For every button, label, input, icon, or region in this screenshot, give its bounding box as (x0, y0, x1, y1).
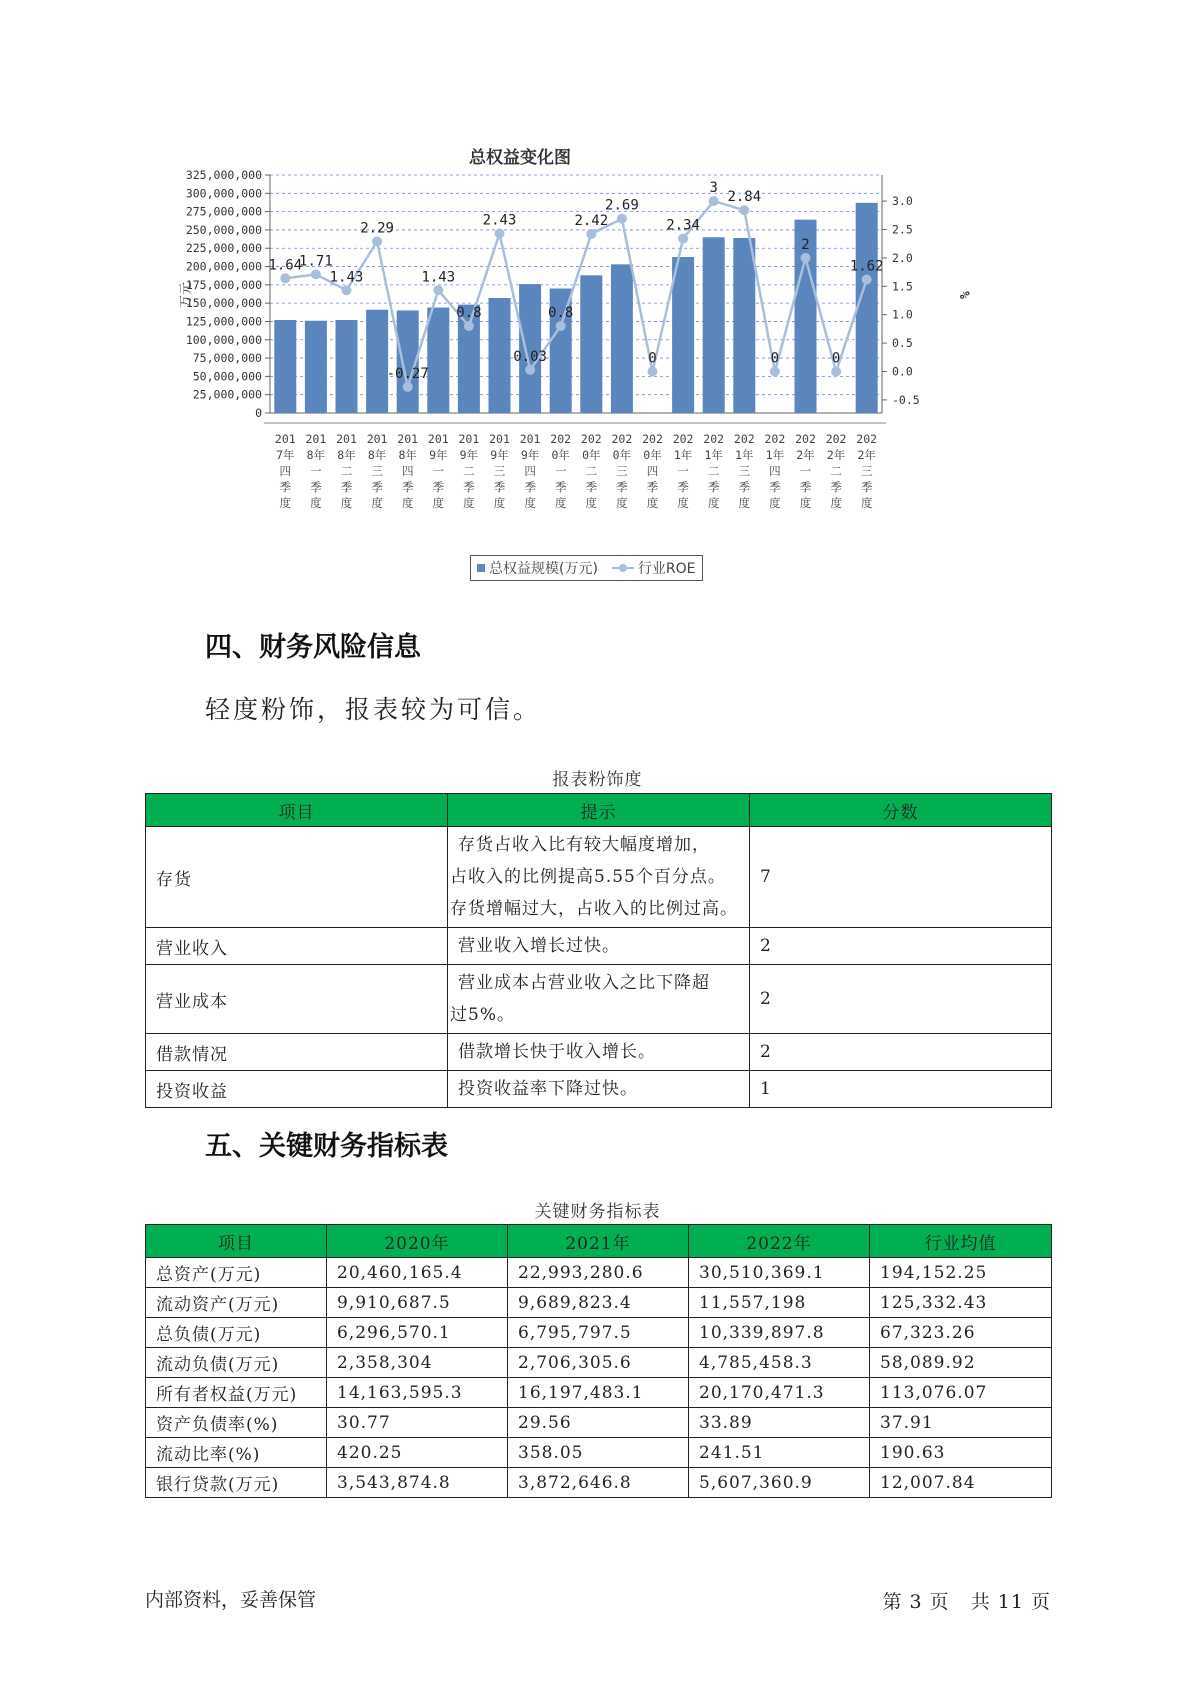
roe-data-label: 2.84 (727, 189, 762, 206)
risk-score: 1 (750, 1071, 1052, 1108)
table-row (146, 1408, 1052, 1438)
y-tick-label: 100,000,000 (185, 332, 262, 347)
risk-hint (448, 965, 750, 1034)
y-tick-label: 275,000,000 (185, 204, 262, 219)
x-tick-label: 2年 (826, 448, 846, 462)
y-tick-label: 150,000,000 (185, 296, 262, 311)
section4-title: 四、财务风险信息 (205, 632, 421, 663)
kpi-2021: 29.56 (508, 1408, 689, 1438)
risk-table-caption: 报表粉饰度 (552, 770, 643, 790)
risk-header-hint: 提示 (448, 794, 750, 827)
x-tick-label: 201 (458, 432, 480, 446)
y-tick-label: 0 (255, 406, 262, 420)
roe-data-label: 2.29 (360, 220, 394, 237)
x-tick-label: 8年 (398, 448, 417, 462)
chart-plot (170, 135, 1030, 555)
chart-bar (611, 264, 633, 413)
kpi-2021: 6,795,797.5 (508, 1318, 689, 1348)
x-tick-label: 一 (799, 464, 812, 478)
x-tick-label: 9年 (520, 448, 540, 462)
x-tick-label: 度 (340, 496, 353, 510)
chart-bar (856, 203, 878, 413)
kpi-2020: 3,543,874.8 (327, 1468, 508, 1498)
roe-point (831, 367, 841, 377)
chart-bar (580, 275, 602, 413)
x-tick-label: 季 (585, 480, 598, 494)
table-row (146, 1071, 1052, 1108)
kpi-industry: 12,007.84 (870, 1468, 1052, 1498)
y2-tick-label: 2.0 (892, 250, 913, 265)
chart-bar (427, 308, 449, 413)
roe-point (739, 205, 749, 215)
y-tick-label: 325,000,000 (185, 168, 262, 182)
x-tick-label: 季 (738, 480, 751, 494)
table-row (146, 928, 1052, 965)
chart-legend (470, 555, 703, 581)
roe-point (556, 321, 566, 331)
x-tick-label: 202 (703, 432, 725, 446)
kpi-item: 流动负债(万元) (146, 1348, 327, 1378)
roe-data-label: 2.34 (666, 217, 700, 234)
x-tick-label: 度 (310, 496, 322, 510)
x-tick-label: 0年 (612, 448, 632, 462)
kpi-2021: 9,689,823.4 (508, 1288, 689, 1318)
x-tick-label: 四 (279, 464, 292, 478)
x-tick-label: 1年 (704, 448, 723, 462)
risk-score: 2 (750, 928, 1052, 965)
x-tick-label: 度 (585, 496, 598, 510)
risk-hint-line: 营业成本占营业收入之比下降超 (458, 973, 710, 993)
kpi-2020: 420.25 (327, 1438, 508, 1468)
kpi-industry: 125,332.43 (870, 1288, 1052, 1318)
chart-bar (305, 321, 327, 413)
kpi-industry: 113,076.07 (870, 1378, 1052, 1408)
x-tick-label: 季 (524, 480, 536, 494)
roe-data-label: 0 (831, 350, 841, 367)
kpi-industry: 67,323.26 (870, 1318, 1052, 1348)
x-tick-label: 202 (795, 432, 816, 446)
chart-bar (672, 257, 694, 413)
table-row (146, 1258, 1052, 1288)
x-tick-label: 三 (493, 464, 506, 478)
x-tick-label: 202 (672, 432, 694, 446)
x-tick-label: 7年 (276, 448, 295, 462)
x-tick-label: 度 (401, 496, 414, 510)
roe-point (495, 228, 505, 238)
risk-item: 借款情况 (146, 1034, 448, 1071)
x-tick-label: 9年 (459, 448, 479, 462)
risk-header-score: 分数 (750, 794, 1052, 827)
table-row (146, 1318, 1052, 1348)
roe-data-label: 1.43 (329, 269, 364, 286)
kpi-header-industry: 行业均值 (870, 1225, 1052, 1258)
kpi-2020: 2,358,304 (327, 1348, 508, 1378)
roe-data-label: 1.64 (268, 257, 303, 274)
x-tick-label: 季 (554, 480, 567, 494)
roe-data-label: 1.71 (299, 253, 333, 270)
roe-data-label: 2.69 (605, 197, 639, 214)
x-tick-label: 8年 (306, 448, 326, 462)
x-tick-label: 四 (646, 464, 659, 478)
legend-line-swatch (612, 563, 634, 573)
x-tick-label: 1年 (765, 448, 785, 462)
x-tick-label: 度 (616, 496, 628, 510)
x-tick-label: 201 (305, 432, 327, 446)
kpi-table-header (146, 1225, 1052, 1258)
roe-data-label: 2.43 (482, 212, 517, 229)
roe-point (770, 367, 780, 377)
x-tick-label: 2年 (796, 448, 815, 462)
y-tick-label: 175,000,000 (185, 277, 262, 292)
roe-data-label: 0.8 (456, 305, 482, 322)
roe-point (678, 234, 688, 244)
legend-bar-swatch (477, 564, 485, 572)
kpi-2020: 30.77 (327, 1408, 508, 1438)
roe-data-label: 0 (770, 350, 780, 367)
kpi-2022: 33.89 (689, 1408, 870, 1438)
kpi-2022: 20,170,471.3 (689, 1378, 870, 1408)
x-tick-label: 季 (463, 480, 475, 494)
risk-item: 存货 (146, 827, 448, 928)
kpi-industry: 37.91 (870, 1408, 1052, 1438)
kpi-2022: 241.51 (689, 1438, 870, 1468)
table-row (146, 1034, 1052, 1071)
x-tick-label: 202 (825, 432, 847, 446)
risk-score: 2 (750, 965, 1052, 1034)
risk-hint-line: 存货增幅过大，占收入的比例过高。 (450, 899, 738, 919)
y-tick-label: 300,000,000 (185, 186, 262, 201)
chart-bar (703, 237, 725, 413)
roe-data-label: 1.43 (421, 269, 456, 286)
x-tick-label: 201 (366, 432, 388, 446)
kpi-industry: 190.63 (870, 1438, 1052, 1468)
risk-hint (448, 827, 750, 928)
chart-title: 总权益变化图 (469, 148, 571, 168)
roe-data-label: -0.27 (386, 365, 429, 382)
x-tick-label: 季 (432, 480, 445, 494)
x-tick-label: 201 (489, 432, 510, 446)
x-tick-label: 度 (371, 496, 383, 510)
x-tick-label: 四 (769, 464, 781, 478)
x-tick-label: 四 (401, 464, 414, 478)
x-tick-label: 一 (432, 464, 445, 478)
x-tick-label: 8年 (367, 448, 387, 462)
x-tick-label: 四 (524, 464, 536, 478)
x-tick-label: 201 (519, 432, 541, 446)
kpi-header-2021: 2021年 (508, 1225, 689, 1258)
roe-point (433, 285, 443, 295)
x-tick-label: 202 (611, 432, 633, 446)
x-tick-label: 三 (616, 464, 628, 478)
x-tick-label: 季 (830, 480, 842, 494)
kpi-table-caption: 关键财务指标表 (534, 1202, 661, 1222)
legend-line (612, 558, 696, 578)
x-tick-label: 度 (493, 496, 506, 510)
roe-point (617, 214, 627, 224)
kpi-item: 流动比率(%) (146, 1438, 327, 1468)
risk-item: 营业成本 (146, 965, 448, 1034)
kpi-2022: 5,607,360.9 (689, 1468, 870, 1498)
kpi-industry: 194,152.25 (870, 1258, 1052, 1288)
x-tick-label: 度 (646, 496, 659, 510)
x-tick-label: 季 (371, 480, 383, 494)
risk-table (145, 793, 1052, 1108)
kpi-item: 总负债(万元) (146, 1318, 327, 1348)
chart-bar (489, 298, 511, 413)
x-tick-label: 202 (642, 432, 663, 446)
equity-chart (170, 135, 1030, 595)
footer-page-number: 第 3 页 共 11 页 (882, 1591, 1051, 1613)
roe-point (586, 229, 596, 239)
risk-hint-line: 存货占收入比有较大幅度增加， (458, 835, 710, 855)
y-tick-label: 200,000,000 (185, 259, 262, 274)
y2-tick-label: -0.5 (892, 392, 920, 407)
risk-hint-line: 营业收入增长过快。 (458, 936, 620, 956)
kpi-header-2022: 2022年 (689, 1225, 870, 1258)
x-tick-label: 二 (707, 464, 720, 478)
kpi-table (145, 1224, 1052, 1498)
kpi-item: 银行贷款(万元) (146, 1468, 327, 1498)
y2-axis-label: % (956, 291, 971, 299)
x-tick-label: 二 (340, 464, 353, 478)
chart-bar (336, 320, 358, 413)
x-tick-label: 201 (427, 432, 449, 446)
x-tick-label: 一 (310, 464, 322, 478)
x-tick-label: 季 (799, 480, 812, 494)
x-tick-label: 二 (463, 464, 475, 478)
risk-score: 2 (750, 1034, 1052, 1071)
risk-hint (448, 1034, 750, 1071)
kpi-item: 资产负债率(%) (146, 1408, 327, 1438)
x-tick-label: 0年 (643, 448, 662, 462)
x-tick-label: 201 (397, 432, 419, 446)
x-tick-label: 1年 (735, 448, 754, 462)
table-row (146, 1438, 1052, 1468)
x-tick-label: 季 (616, 480, 628, 494)
chart-bar (366, 310, 388, 413)
kpi-2021: 3,872,646.8 (508, 1468, 689, 1498)
x-tick-label: 202 (856, 432, 878, 446)
x-tick-label: 202 (764, 432, 786, 446)
chart-bar (733, 238, 755, 413)
y2-tick-label: 2.5 (892, 222, 913, 237)
kpi-2020: 14,163,595.3 (327, 1378, 508, 1408)
roe-data-label: 0.03 (513, 348, 547, 365)
y-tick-label: 75,000,000 (192, 351, 262, 366)
roe-data-label: 2.42 (574, 213, 609, 230)
x-tick-label: 9年 (490, 448, 509, 462)
table-row (146, 1348, 1052, 1378)
roe-point (372, 236, 382, 246)
table-row (146, 1378, 1052, 1408)
x-tick-label: 度 (463, 496, 475, 510)
x-tick-label: 季 (677, 480, 689, 494)
risk-hint (448, 1071, 750, 1108)
x-tick-label: 三 (738, 464, 751, 478)
legend-line-label: 行业ROE (637, 561, 696, 577)
y-tick-label: 50,000,000 (192, 369, 262, 384)
x-tick-label: 一 (554, 464, 567, 478)
x-tick-label: 度 (677, 496, 689, 510)
kpi-2021: 358.05 (508, 1438, 689, 1468)
x-tick-label: 季 (860, 480, 873, 494)
risk-score: 7 (750, 827, 1052, 928)
y-tick-label: 25,000,000 (192, 387, 262, 402)
table-row (146, 1288, 1052, 1318)
kpi-header-2020: 2020年 (327, 1225, 508, 1258)
roe-data-label: 0.8 (548, 305, 574, 322)
risk-hint-line: 投资收益率下降过快。 (458, 1079, 638, 1099)
legend-bar-label: 总权益规模(万元) (489, 561, 598, 577)
roe-data-label: 2 (801, 236, 810, 253)
kpi-2022: 30,510,369.1 (689, 1258, 870, 1288)
x-tick-label: 度 (738, 496, 751, 510)
kpi-item: 总资产(万元) (146, 1258, 327, 1288)
x-tick-label: 三 (860, 464, 873, 478)
x-tick-label: 二 (830, 464, 842, 478)
x-tick-label: 度 (830, 496, 842, 510)
x-tick-label: 8年 (337, 448, 356, 462)
roe-point (342, 285, 352, 295)
x-tick-label: 季 (340, 480, 353, 494)
x-tick-label: 度 (554, 496, 567, 510)
x-tick-label: 0年 (582, 448, 601, 462)
x-tick-label: 季 (310, 480, 322, 494)
kpi-2022: 10,339,897.8 (689, 1318, 870, 1348)
roe-data-label: 1.62 (849, 258, 884, 275)
roe-point (862, 274, 872, 284)
kpi-2021: 2,706,305.6 (508, 1348, 689, 1378)
kpi-header-item: 项目 (146, 1225, 327, 1258)
x-tick-label: 201 (274, 432, 296, 446)
x-tick-label: 1年 (673, 448, 693, 462)
x-tick-label: 季 (707, 480, 720, 494)
roe-point (403, 382, 413, 392)
kpi-2020: 6,296,570.1 (327, 1318, 508, 1348)
risk-hint-line: 占收入的比例提高5.55个百分点。 (450, 867, 726, 887)
risk-hint-line: 借款增长快于收入增长。 (458, 1042, 656, 1062)
y2-tick-label: 3.0 (892, 194, 913, 209)
roe-point (311, 269, 321, 279)
y2-tick-label: 1.0 (892, 307, 913, 322)
x-tick-label: 0年 (551, 448, 570, 462)
table-row (146, 827, 1052, 928)
footer-confidential: 内部资料，妥善保管 (145, 1589, 317, 1611)
x-tick-label: 季 (279, 480, 292, 494)
risk-item: 营业收入 (146, 928, 448, 965)
x-tick-label: 二 (585, 464, 598, 478)
roe-data-label: 0 (648, 350, 657, 367)
kpi-2021: 16,197,483.1 (508, 1378, 689, 1408)
roe-point (525, 365, 535, 375)
x-tick-label: 202 (550, 432, 572, 446)
y-tick-label: 125,000,000 (185, 314, 262, 329)
risk-table-header (146, 794, 1052, 827)
x-tick-label: 202 (733, 432, 755, 446)
risk-summary: 轻度粉饰，报表较为可信。 (205, 695, 542, 724)
x-tick-label: 度 (432, 496, 445, 510)
roe-point (801, 253, 811, 263)
x-tick-label: 度 (860, 496, 873, 510)
kpi-item: 流动资产(万元) (146, 1288, 327, 1318)
legend-bar (477, 558, 598, 578)
kpi-item: 所有者权益(万元) (146, 1378, 327, 1408)
y2-tick-label: 0.0 (892, 364, 913, 379)
x-tick-label: 201 (336, 432, 357, 446)
roe-point (464, 321, 474, 331)
kpi-industry: 58,089.92 (870, 1348, 1052, 1378)
roe-data-label: 3 (709, 180, 718, 197)
y-tick-label: 225,000,000 (185, 241, 262, 256)
x-tick-label: 度 (524, 496, 536, 510)
risk-hint-line: 过5%。 (450, 1005, 515, 1025)
kpi-2020: 20,460,165.4 (327, 1258, 508, 1288)
x-tick-label: 季 (769, 480, 781, 494)
table-row (146, 1468, 1052, 1498)
kpi-2022: 11,557,198 (689, 1288, 870, 1318)
kpi-2021: 22,993,280.6 (508, 1258, 689, 1288)
kpi-2020: 9,910,687.5 (327, 1288, 508, 1318)
section5-title: 五、关键财务指标表 (205, 1131, 448, 1162)
x-tick-label: 度 (279, 496, 292, 510)
y2-tick-label: 0.5 (892, 336, 913, 351)
risk-hint (448, 928, 750, 965)
y-axis-label: 万元 (179, 281, 194, 309)
roe-point (648, 367, 658, 377)
x-tick-label: 度 (707, 496, 720, 510)
x-tick-label: 一 (677, 464, 689, 478)
roe-point (280, 273, 290, 283)
x-tick-label: 9年 (429, 448, 448, 462)
x-tick-label: 季 (493, 480, 506, 494)
x-tick-label: 季 (646, 480, 659, 494)
x-tick-label: 季 (401, 480, 414, 494)
risk-header-item: 项目 (146, 794, 448, 827)
x-tick-label: 度 (799, 496, 812, 510)
table-row (146, 965, 1052, 1034)
y2-tick-label: 1.5 (892, 279, 913, 294)
risk-item: 投资收益 (146, 1071, 448, 1108)
chart-bar (274, 320, 296, 413)
x-tick-label: 三 (371, 464, 383, 478)
x-tick-label: 度 (769, 496, 781, 510)
y-tick-label: 250,000,000 (185, 222, 262, 237)
roe-point (709, 196, 719, 206)
x-tick-label: 202 (580, 432, 602, 446)
kpi-2022: 4,785,458.3 (689, 1348, 870, 1378)
x-tick-label: 2年 (857, 448, 876, 462)
